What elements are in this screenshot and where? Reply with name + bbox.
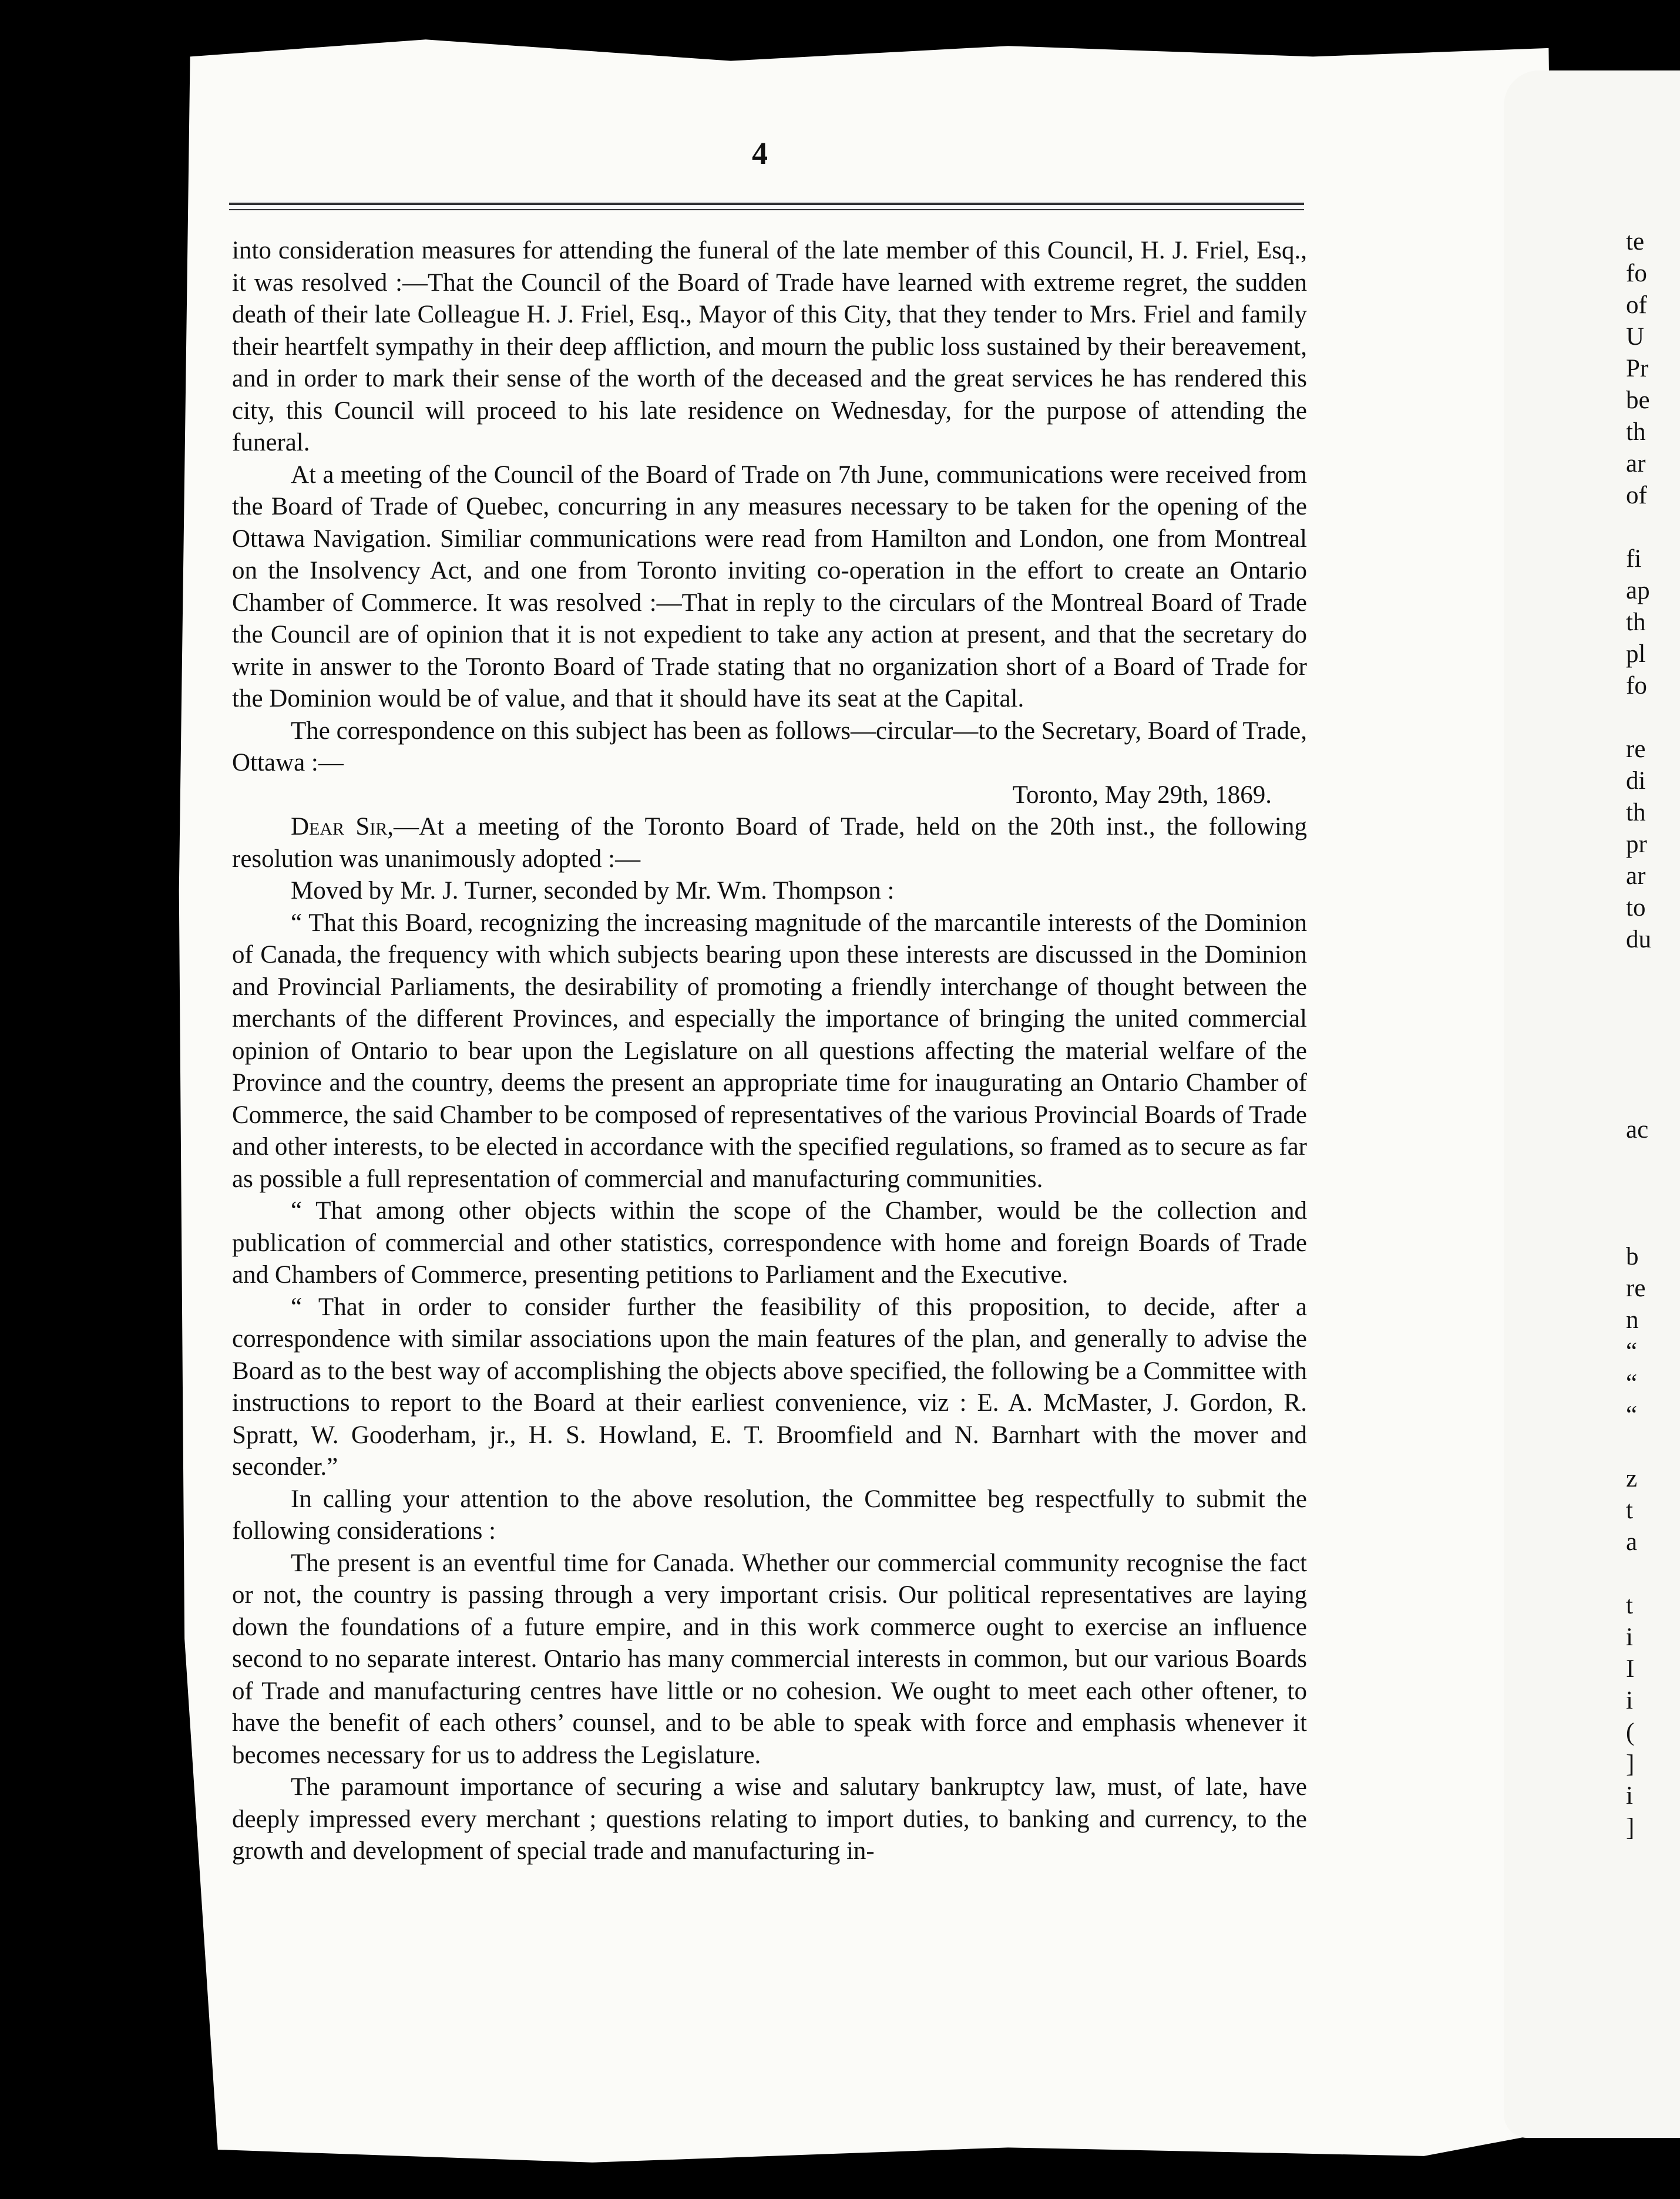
resolution-paragraph: “ That among other objects within the scope of the Chamber, would be the collection and publication of commercial and other statistics, correspondence with home and foreign Boards of Trade and Chambers of Commerce, presenting petitions to Parliament and the Executive. <box>232 1197 1307 1289</box>
resolution-paragraph: “ That this Board, recognizing the increasing magnitude of the marcantile interests of the Dominion of Canada, the frequency with which subjects bearing upon these interests are discussed in the Dominion and Provincial Parliaments, the desirability of promoting a friendly interchange of thought between the merchants of the different Provinces, and especially the importance of bringing the united commercial opinion of Ontario to bear upon the Legislature on all questions affecting the material welfare of the Province and the country, deems the present an appropriate time for inaugurating an Ontario Chamber of Commerce, the said Chamber to be composed of representatives of the various Provincial Boards of Trade and other interests, to be elected in accordance with the specified regulations, so framed as to secure as far as possible a full representation of commercial and manufacturing communities. <box>232 909 1307 1193</box>
resolution-paragraph: “ That in order to consider further the feasibility of this proposition, to decide, after a correspondence with similar associations upon the main features of the plan, and generally to advise the Board as to the best way of accomplishing the objects above specified, the following be a Committee with instructions to report to the Board at their earliest convenience, viz : E. A. McMaster, J. Gordon, R. Spratt, W. Gooderham, jr., H. S. Howland, E. T. Broomfield and N. Barnhart with the mover and seconder.” <box>232 1293 1307 1481</box>
page-number: 4 <box>752 136 768 171</box>
salutation-text: —At a meeting of the Toronto Board of Trade, held on the 20th inst., the following resolution was unanimously adopted :— <box>232 813 1308 873</box>
paragraph: In calling your attention to the above resolution, the Committee beg respectfully to submit the following considerations : <box>232 1485 1307 1545</box>
paragraph: At a meeting of the Council of the Board of Trade on 7th June, communications were received from the Board of Trade of Quebec, concurring in any measures necessary to be taken for the opening of the Ottawa Navigation. Similiar communications were read from Hamilton and London, one from Montreal on the Insolvency Act, and one from Toronto inviting co-operation in the effort to create an Ontario Chamber of Commerce. It was resolved :—That in reply to the circulars of the Montreal Board of Trade the Council are of opinion that it is not expedient to take any action at present, and that the secretary do write in answer to the Toronto Board of Trade stating that no organization short of a Board of Trade for the Dominion would be of value, and that it should have its seat at the Capital. <box>232 460 1307 712</box>
moved-line: Moved by Mr. J. Turner, seconded by Mr. Wm. Thompson : <box>291 877 895 905</box>
paragraph: The correspondence on this subject has been as follows—circular—to the Secretary, Board of Trade, Ottawa :— <box>232 717 1307 776</box>
salutation: Dear Sir, <box>291 813 394 840</box>
dateline: Toronto, May 29th, 1869. <box>1012 781 1272 809</box>
header-rule <box>229 203 1304 205</box>
adjacent-page-text: te fo of U Pr be th ar of fi ap th pl fo re di th pr ar to du ac b re n “ “ “ z t a t i I i ( ] i ] <box>1626 228 1651 1841</box>
header-rule-thin <box>229 209 1304 210</box>
paragraph: into consideration measures for attending the funeral of the late member of this Council, H. J. Friel, Esq., it was resolved :—That the Council of the Board of Trade have learned with extreme regret, the sudden death of their late Colleague H. J. Friel, Esq., Mayor of this City, that they tender to Mrs. Friel and family their heartfelt sympathy in their deep affliction, and mourn the public loss sustained by their bereavement, and in order to mark their sense of the worth of the deceased and the great services he has rendered this city, this Council will proceed to his late residence on Wednesday, for the purpose of attending the funeral. <box>232 237 1307 456</box>
salutation-paragraph <box>232 811 1307 875</box>
paragraph: The present is an eventful time for Canada. Whether our commercial community recognise the fact or not, the country is passing through a very important crisis. Our political representatives are laying down the foundations of a future empire, and in this work commerce ought to exercise an influence second to no separate interest. Ontario has many commercial interests in common, but our various Boards of Trade and manufacturing centres have little or no cohesion. We ought to meet each other oftener, to have the benefit of each others’ counsel, and to be able to speak with force and emphasis whenever it becomes necessary for us to address the Legislature. <box>232 1549 1307 1769</box>
paragraph: The paramount importance of securing a wise and salutary bankruptcy law, must, of late, have deeply impressed every merchant ; questions relating to import duties, to banking and currency, to the growth and development of special trade and manufacturing in- <box>232 1773 1307 1865</box>
body-text <box>232 235 1307 1868</box>
